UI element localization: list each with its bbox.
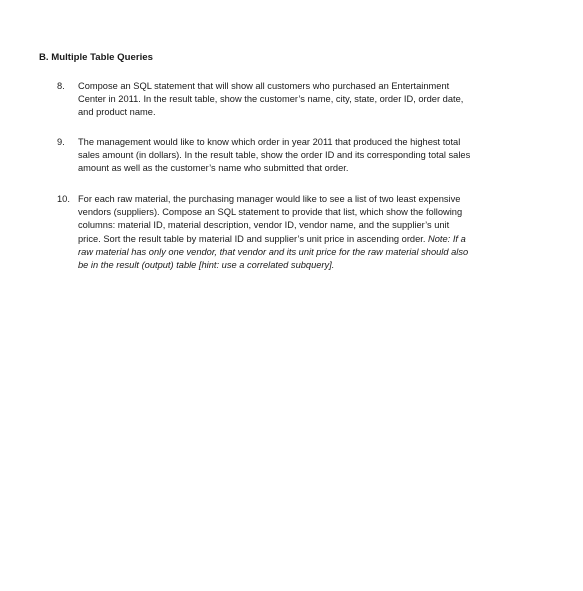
question-line — [78, 233, 527, 246]
question-line: columns: material ID, material description, vendor ID, vendor name, and the supplier’s unit — [78, 220, 450, 231]
question-line: and product name. — [78, 107, 156, 118]
question-9 — [57, 136, 527, 176]
question-line-text: price. Sort the result table by material ID and supplier’s unit price in ascending order. — [78, 233, 429, 244]
note-label: Note: If a — [428, 233, 466, 244]
question-text — [78, 80, 527, 120]
question-number: 9. — [57, 137, 65, 147]
question-line: vendors (suppliers). Compose an SQL statement to provide that list, which show the following — [78, 207, 463, 218]
question-line: amount as well as the customer’s name who submitted that order. — [78, 163, 349, 174]
question-10 — [57, 193, 527, 272]
note-line: raw material has only one vendor, that vendor and its unit price for the raw material should also — [78, 246, 469, 257]
question-number: 10. — [57, 194, 70, 204]
question-line: The management would like to know which order in year 2011 that produced the highest total — [78, 137, 461, 147]
note-line: be in the result (output) table [hint: use a correlated subquery]. — [78, 260, 335, 271]
section-heading: B. Multiple Table Queries — [39, 52, 153, 63]
question-line: For each raw material, the purchasing manager would like to see a list of two least expensive — [78, 194, 461, 204]
question-line: sales amount (in dollars). In the result table, show the order ID and its corresponding total sales — [78, 150, 471, 161]
question-line: Compose an SQL statement that will show all customers who purchased an Entertainment — [78, 81, 450, 91]
question-number: 8. — [57, 81, 65, 91]
question-text — [78, 136, 527, 176]
question-line: Center in 2011. In the result table, show the customer’s name, city, state, order ID, order date, — [78, 94, 464, 105]
question-text — [78, 193, 527, 272]
question-8 — [57, 80, 527, 120]
